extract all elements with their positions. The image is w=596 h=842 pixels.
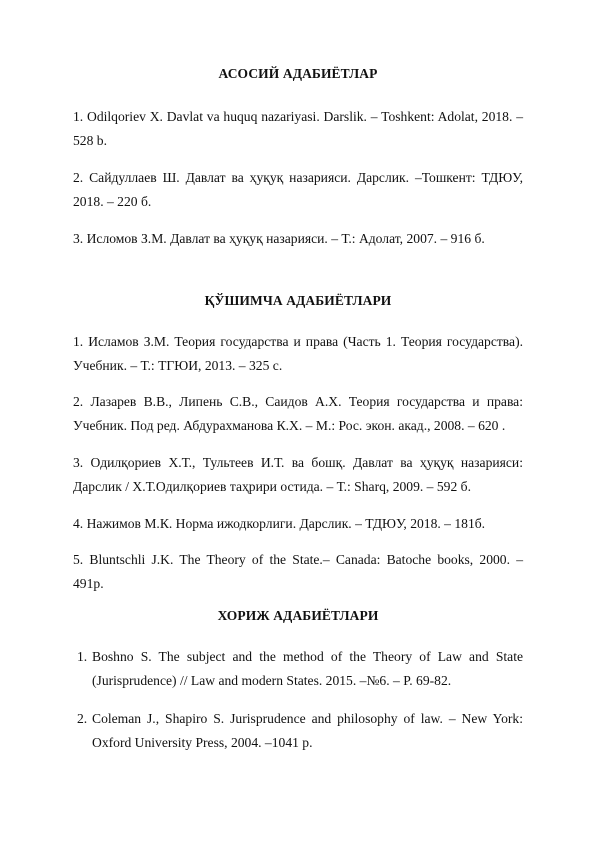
additional-literature-item-5: 5. Bluntschli J.K. The Theory of the State.– Canada: Batoche books, 2000. – 491p.: [73, 552, 523, 591]
additional-literature-item-1: 1. Исламов З.М. Теория государства и права (Часть 1. Теория государства). Учебник. – Т.: ТГЮИ, 2013. – 325 с.: [73, 334, 523, 373]
list-number: 1.: [77, 649, 88, 664]
foreign-literature-item-2: [73, 707, 523, 755]
foreign-literature-heading: ХОРИЖ АДАБИЁТЛАРИ: [217, 608, 379, 623]
additional-literature-item-2: 2. Лазарев В.В., Липень С.В., Саидов А.Х. Теория государства и права: Учебник. Под ред. Абдурахманова К.Х. – М.: Рос. экон. акад., 2008. – 620 .: [73, 394, 523, 433]
additional-literature-item-3: 3. Одилқориев Х.Т., Тультеев И.Т. ва бошқ. Давлат ва ҳуқуқ назарияси: Дарслик / Х.Т.Одилқориев таҳрири остида. – Т.: Sharq, 2009. – 592 б.: [73, 455, 523, 494]
additional-literature-heading: ҚЎШИМЧА АДАБИЁТЛАРИ: [204, 293, 392, 308]
main-literature-item-3: 3. Исломов З.М. Давлат ва ҳуқуқ назарияси. – Т.: Адолат, 2007. – 916 б.: [73, 231, 485, 246]
main-literature-item-1: 1. Odilqoriev X. Davlat va huquq nazariyasi. Darslik. – Toshkent: Adolat, 2018. – 528 b.: [73, 109, 523, 148]
list-number: 2.: [77, 711, 88, 726]
main-literature-item-2: 2. Сайдуллаев Ш. Давлат ва ҳуқуқ назарияси. Дарслик. –Тошкент: ТДЮУ, 2018. – 220 б.: [73, 170, 523, 209]
additional-literature-item-4: 4. Нажимов М.К. Норма ижодкорлиги. Дарслик. – ТДЮУ, 2018. – 181б.: [73, 516, 486, 531]
list-item-text: Boshno S. The subject and the method of the Theory of Law and State (Jurisprudence) // Law and modern States. 2015. –№6. – P. 69-82.: [92, 649, 523, 688]
list-item-text: Coleman J., Shapiro S. Jurisprudence and philosophy of law. – New York: Oxford University Press, 2004. –1041 p.: [92, 711, 523, 750]
main-literature-heading: АСОСИЙ АДАБИЁТЛАР: [218, 66, 378, 81]
foreign-literature-item-1: [73, 645, 523, 693]
